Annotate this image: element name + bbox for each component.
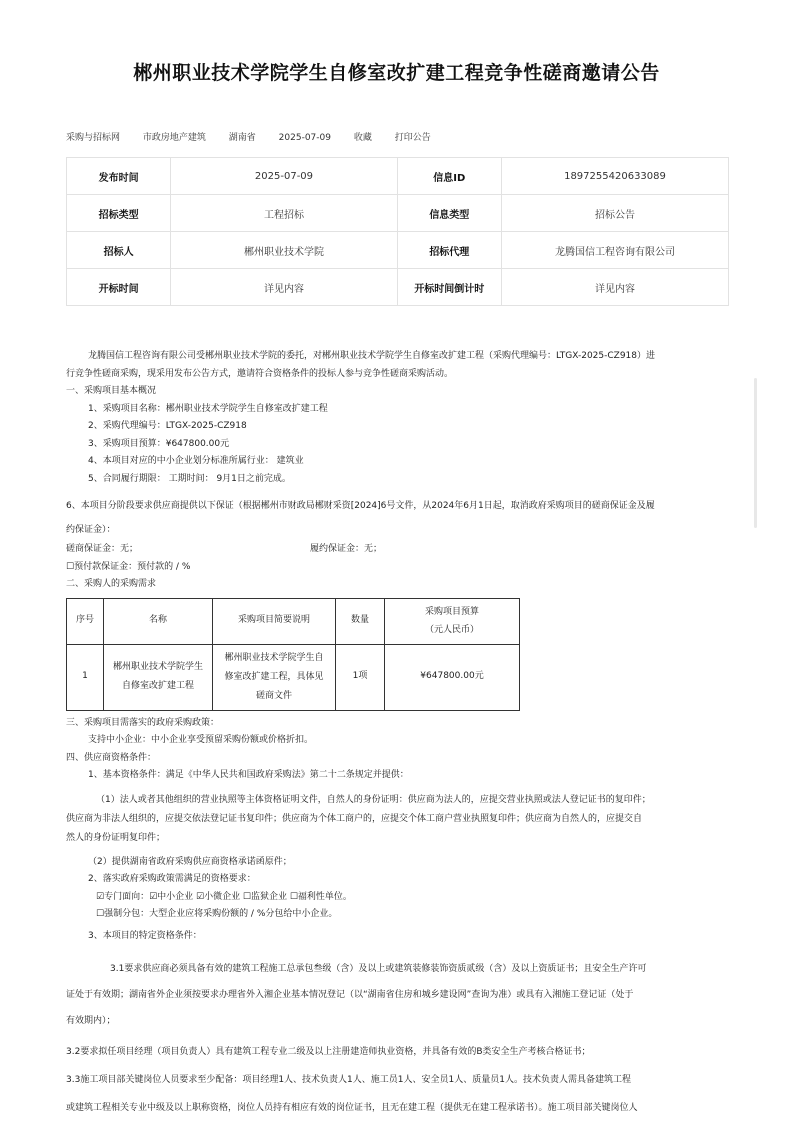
list-item: 2、落实政府采购政策需满足的资格要求： [88, 874, 256, 884]
row-desc [213, 644, 336, 710]
countdown-label: 开标时间倒计时 [397, 269, 501, 306]
list-item: （2）提供湖南省政府采购供应商资格承诺函原件； [88, 856, 292, 867]
row-desc-line: 修室改扩建工程，具体见 [224, 671, 324, 682]
source-link[interactable]: 采购与招标网 [66, 133, 121, 143]
category-link[interactable]: 市政房地产建筑 [142, 133, 206, 143]
section-heading: 二、采购人的采购需求 [66, 579, 157, 589]
col-budget-line1: 采购项目预算 [424, 607, 479, 617]
tender-type-label: 招标类型 [67, 195, 171, 232]
row-qty: 1项 [336, 644, 385, 710]
list-item: 有效期内）； [66, 1015, 116, 1026]
intro-line: 行竞争性磋商采购，现采用发布公告方式，邀请符合资格条件的投标人参与竞争性磋商采购活动。 [66, 368, 454, 379]
deposit-text: 磋商保证金：无； [66, 544, 139, 554]
list-item: 证处于有效期；湖南省外企业须按要求办理省外入湘企业基本情况登记（以“湖南省住房和城乡建设网”查询为准）或具有入湘施工登记证（处于 [66, 989, 634, 1000]
row-no: 1 [67, 644, 104, 710]
perf-deposit-text: 履约保证金：无； [310, 544, 383, 554]
date-label: 2025-07-09 [278, 133, 331, 143]
list-item: 1、采购项目名称：郴州职业技术学院学生自修室改扩建工程 [88, 403, 328, 414]
info-type-label: 信息类型 [397, 195, 501, 232]
countdown-value: 详见内容 [501, 269, 728, 306]
row-desc-line: 磋商文件 [255, 690, 292, 701]
info-id-label: 信息ID [397, 158, 501, 195]
list-item: 约保证金）： [66, 525, 116, 535]
scrollbar[interactable] [754, 378, 757, 528]
list-item: 3、采购项目预算：¥647800.00元 [88, 438, 230, 449]
list-item: 3.1要求供应商必须具备有效的建筑工程施工总承包叁级（含）及以上或建筑装修装饰资质贰级（含）及以上资质证书；且安全生产许可 [110, 963, 647, 974]
tenderer-label: 招标人 [67, 232, 171, 269]
col-no: 序号 [67, 598, 104, 644]
list-item: 3、本项目的特定资格条件： [88, 930, 202, 941]
tender-type-value: 工程招标 [171, 195, 397, 232]
policy-checkbox-line: ☐强制分包：大型企业应将采购份额的 / %分包给中小企业。 [96, 909, 338, 919]
agent-label: 招标代理 [397, 232, 501, 269]
info-id-value: 1897255420633089 [501, 158, 728, 195]
list-item: 3.2要求拟任项目经理（项目负责人）具有建筑工程专业二级及以上注册建造师执业资格，并具备有效的B类安全生产考核合格证书； [66, 1046, 591, 1057]
info-row [67, 158, 729, 195]
col-desc: 采购项目简要说明 [213, 598, 336, 644]
requirement-table [66, 598, 520, 711]
table-header-row [67, 598, 520, 644]
print-button[interactable]: 打印公告 [394, 133, 431, 143]
deposit-line [66, 541, 730, 559]
row-budget: ¥647800.00元 [385, 644, 520, 710]
policy-line: 支持中小企业：中小企业享受预留采购份额或价格折扣。 [88, 735, 314, 745]
tenderer-value: 郴州职业技术学院 [171, 232, 397, 269]
agent-value: 龙腾国信工程咨询有限公司 [501, 232, 728, 269]
row-desc-line: 郴州职业技术学院学生自 [224, 652, 324, 663]
open-time-label: 开标时间 [67, 269, 171, 306]
info-type-value: 招标公告 [501, 195, 728, 232]
list-item: 4、本项目对应的中小企业划分标准所属行业： 建筑业 [88, 456, 304, 466]
meta-bar [66, 130, 451, 143]
open-time-value: 详见内容 [171, 269, 397, 306]
notice-body [66, 348, 730, 1122]
list-item: 然人的身份证明复印件； [66, 832, 166, 843]
row-name [104, 644, 213, 710]
col-name: 名称 [104, 598, 213, 644]
publish-time-value: 2025-07-09 [171, 158, 397, 195]
list-item: 5、合同履行期限： 工期时间： 9月1日之前完成。 [88, 473, 291, 484]
policy-checkbox-line: ☑专门面向：☑中小企业 ☑小微企业 ☐监狱企业 ☐福利性单位。 [96, 891, 352, 902]
prepay-line: ☐预付款保证金：预付款的 / % [66, 561, 191, 572]
list-item: 2、采购代理编号：LTGX-2025-CZ918 [88, 421, 247, 431]
col-qty: 数量 [336, 598, 385, 644]
list-item: 1、基本资格条件：满足《中华人民共和国政府采购法》第二十二条规定并提供： [88, 770, 409, 780]
row-name-line: 郴州职业技术学院学生 [112, 662, 203, 672]
publish-time-label: 发布时间 [67, 158, 171, 195]
row-name-line: 自修室改扩建工程 [121, 681, 194, 691]
region-label: 湖南省 [228, 133, 256, 143]
info-row [67, 269, 729, 306]
favorite-button[interactable]: 收藏 [353, 133, 372, 143]
info-row [67, 232, 729, 269]
col-budget-line2: （元人民币） [424, 625, 479, 635]
list-item: 供应商为非法人组织的，应提交依法登记证书复印件；供应商为个体工商户的，应提交个体工商户营业执照复印件；供应商为自然人的，应提交自 [66, 813, 643, 824]
list-item: 6、本项目分阶段要求供应商提供以下保证（根据郴州市财政局郴财采资[2024]6号文件，从2024年6月1日起，取消政府采购项目的磋商保证金及履 [66, 501, 655, 511]
page-title: 郴州职业技术学院学生自修室改扩建工程竞争性磋商邀请公告 [133, 62, 660, 84]
info-row [67, 195, 729, 232]
list-item: （1）法人或者其他组织的营业执照等主体资格证明文件，自然人的身份证明：供应商为法人的，应提交营业执照或法人登记证书的复印件； [96, 794, 651, 805]
info-table [66, 157, 729, 306]
intro-line: 龙腾国信工程咨询有限公司受郴州职业技术学院的委托，对郴州职业技术学院学生自修室改扩建工程（采购代理编号：LTGX-2025-CZ918）进 [88, 351, 655, 361]
table-row [67, 644, 520, 710]
section-heading: 四、供应商资格条件： [66, 752, 157, 763]
section-heading: 三、采购项目需落实的政府采购政策： [66, 717, 220, 728]
section-heading: 一、采购项目基本概况 [66, 386, 157, 396]
list-item: 3.3施工项目部关键岗位人员要求至少配备：项目经理1人、技术负责人1人、施工员1人、安全员1人、质量员1人。技术负责人需具备建筑工程 [66, 1074, 631, 1085]
col-budget [385, 598, 520, 644]
list-item: 或建筑工程相关专业中级及以上职称资格，岗位人员持有相应有效的岗位证书，且无在建工程（提供无在建工程承诺书）。施工项目部关键岗位人 [66, 1102, 638, 1113]
